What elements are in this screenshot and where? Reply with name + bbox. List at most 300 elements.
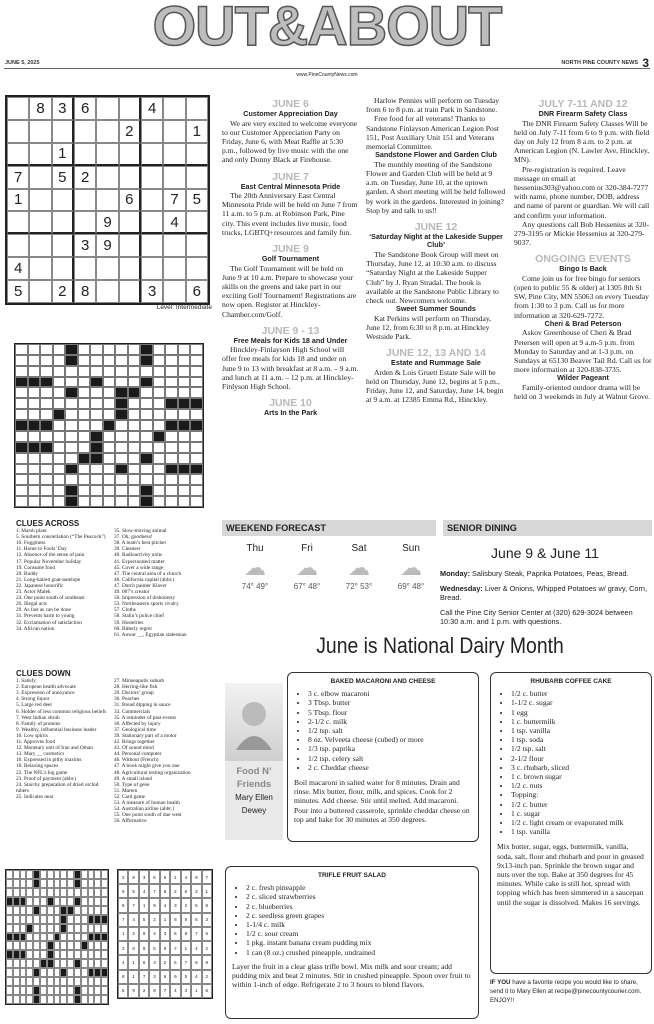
answer-block [74, 879, 81, 888]
sudoku-answer-cell: 3 [170, 898, 180, 912]
sudoku-answer-cell: 2 [118, 870, 128, 884]
sudoku-cell: 2 [119, 120, 141, 143]
answer-cell [67, 897, 74, 906]
clue: 11. Approves food [16, 739, 56, 746]
crossword-block [90, 431, 103, 442]
ingredient: • 1/2 tsp. salt [511, 744, 645, 753]
crossword-block [65, 485, 78, 496]
crossword-cell [28, 344, 41, 355]
answer-cell [20, 986, 27, 995]
answer-block [13, 950, 20, 959]
paper-name: NORTH PINE COUNTY NEWS [561, 60, 638, 66]
crossword-block [90, 377, 103, 388]
crossword-block [140, 485, 153, 496]
sudoku-cell [74, 211, 96, 234]
answer-cell [26, 959, 33, 968]
sudoku-cell [74, 257, 96, 280]
crossword-cell [128, 344, 141, 355]
crossword-block [65, 355, 78, 366]
answer-block [60, 968, 67, 977]
sudoku-answer-cell: 9 [202, 955, 212, 969]
crossword-cell [115, 453, 128, 464]
crossword-block [40, 420, 53, 431]
clue: 13. Mary __ cosmetics [16, 751, 65, 758]
clue: 26. Illegal acts [16, 601, 48, 608]
website: www.PineCountyNews.com [296, 72, 358, 78]
sudoku-answer-cell: 3 [181, 984, 191, 998]
ingredient: • 1-1/4 c. milk [246, 920, 472, 929]
sudoku-cell [186, 143, 208, 166]
answer-cell [94, 879, 101, 888]
crossword-cell [165, 387, 178, 398]
answer-block [54, 933, 61, 942]
weather-temps [334, 582, 384, 591]
answer-cell [47, 915, 54, 924]
weather-day-label: Sat [351, 543, 367, 554]
dairy-title: June is National Dairy Month [316, 633, 564, 658]
clue: 11. Home to Fools’ Day [16, 546, 67, 553]
crossword-cell [140, 398, 153, 409]
recipe-rhubarb-directions: Mix butter, sugar, eggs, buttermilk, vanilla, soda, salt, flour and rhubarb and pour in greased 9x13-inch pan. Sprinkle the brown sugar and nuts over the top. Bake at 350 degrees for 45 minutes. While cake is still hot, spread with topping which has been simmered in a saucepan until the sugar is dissolved. Makes 16 servings. [497, 842, 644, 907]
crossword-cell [78, 355, 91, 366]
clues-across-title: CLUES ACROSS [16, 519, 80, 528]
crossword-cell [128, 474, 141, 485]
answer-cell [81, 888, 88, 897]
crossword-cell [190, 366, 203, 377]
answer-cell [54, 906, 61, 915]
crossword-cell [140, 464, 153, 475]
answer-cell [67, 924, 74, 933]
ingredient: • 1 pkg. instant banana cream pudding mix [246, 938, 472, 947]
weather-day [230, 543, 280, 591]
answer-cell [94, 897, 101, 906]
event-text: Hinckley-Finlayson High School will offer free meals for kids 18 and under on June 9 to 13 with breakfast at 8 a.m. – 9 a.m. and lunch at 11 a.m. – 12 p.m. at Hinckley-Finlyson High School. [222, 345, 359, 392]
crossword-cell [140, 366, 153, 377]
crossword-cell [28, 366, 41, 377]
event-title: Customer Appreciation Day [243, 109, 338, 118]
crossword-cell [15, 355, 28, 366]
answer-cell [54, 977, 61, 986]
answer-cell [81, 995, 88, 1004]
crossword-block [190, 464, 203, 475]
crossword-cell [178, 453, 191, 464]
sudoku-answer-cell: 5 [128, 884, 138, 898]
sudoku-cell [119, 234, 141, 257]
clue: 49. 007’s creator [114, 589, 150, 596]
crossword-cell [65, 366, 78, 377]
answer-cell [26, 968, 33, 977]
clue: 59. Hostelries [114, 619, 144, 626]
crossword-cell [140, 442, 153, 453]
answer-cell [88, 959, 95, 968]
crossword-cell [140, 431, 153, 442]
crossword-block [65, 344, 78, 355]
weather-day [334, 543, 384, 591]
answer-cell [74, 933, 81, 942]
events-column-3 [514, 92, 652, 401]
senior-dining [440, 542, 650, 632]
crossword-cell [190, 409, 203, 420]
answer-cell [40, 906, 47, 915]
sudoku-cell: 9 [96, 211, 118, 234]
sudoku-answer-cell: 2 [170, 884, 180, 898]
event-text: Arden & Lois Gruett Estate Sale will be held on Thursday, June 12, begins at 5 p.m., Friday, June 12, and Saturday, June 14, begin at 9 a.m. at 12385 Emma Rd., Hinckley. [366, 367, 504, 405]
answer-cell [60, 995, 67, 1004]
answer-cell [40, 968, 47, 977]
answer-cell [67, 959, 74, 968]
answer-cell [20, 977, 27, 986]
sudoku-answer-cell: 9 [181, 913, 191, 927]
sudoku-answer-cell: 2 [202, 970, 212, 984]
crossword-cell [15, 387, 28, 398]
answer-cell [33, 924, 40, 933]
event-date: JUNE 7 [272, 170, 309, 183]
crossword-cell [153, 474, 166, 485]
crossword-cell [90, 366, 103, 377]
events-column-2 [366, 96, 506, 405]
crossword-cell [128, 355, 141, 366]
crossword-cell [15, 485, 28, 496]
sudoku-answer-cell: 2 [202, 941, 212, 955]
crossword-cell [178, 355, 191, 366]
crossword-cell [165, 453, 178, 464]
answer-block [40, 959, 47, 968]
answer-cell [54, 959, 61, 968]
crossword-cell [78, 398, 91, 409]
sudoku-cell [96, 280, 118, 303]
sudoku-cell [74, 120, 96, 143]
recipe-mac-title: BAKED MACARONI AND CHEESE [330, 678, 436, 685]
crossword-cell [53, 355, 66, 366]
crossword-cell [128, 496, 141, 507]
sudoku-cell [29, 189, 51, 212]
footer-text: have a favorite recipe you would like to share, send it to Mary Ellen at recipe@pinecountycourier.com. ENJOY!! [490, 979, 642, 1004]
sudoku-answer-cell: 2 [160, 955, 170, 969]
answer-cell [26, 897, 33, 906]
crossword-cell [65, 420, 78, 431]
event-title: Golf Tournament [261, 254, 320, 264]
sudoku-cell [74, 189, 96, 212]
answer-cell [20, 879, 27, 888]
answer-cell [6, 906, 13, 915]
crossword-cell [115, 420, 128, 431]
crossword-cell [15, 366, 28, 377]
event-text: The Golf Tournament will be held on June 9 at 10 a.m. Prepare to showcase your skills on the greens and take part in our exciting Golf Tournament! Registrations are now open. Register at Hinckley-Chamber.com/Golf. [222, 263, 357, 319]
answer-cell [54, 995, 61, 1004]
clue: 50. Type of gene [114, 781, 150, 788]
clue: 61. Anwar __, Egyptian statesman [114, 631, 187, 638]
sudoku-answer-cell: 6 [191, 913, 201, 927]
sudoku-answer-cell: 9 [170, 970, 180, 984]
answer-cell [33, 977, 40, 986]
crossword-cell [78, 464, 91, 475]
answer-cell [6, 968, 13, 977]
weather-day-label: Thu [246, 543, 264, 554]
answer-cell [47, 933, 54, 942]
answer-cell [13, 986, 20, 995]
crossword-cell [128, 377, 141, 388]
sudoku-cell [29, 143, 51, 166]
clue: 55. One point south of due west [114, 812, 182, 819]
crossword-block [153, 431, 166, 442]
crossword-cell [190, 453, 203, 464]
clue: 8. Family of proteins [16, 720, 61, 727]
recipe-mac-ingredients [294, 689, 472, 772]
crossword-cell [190, 474, 203, 485]
crossword-cell [90, 344, 103, 355]
answer-cell [26, 977, 33, 986]
column-byline [225, 683, 283, 840]
answer-cell [33, 933, 40, 942]
clue: 4. Strong liquor [16, 696, 50, 703]
crossword-cell [190, 355, 203, 366]
crossword-cell [165, 442, 178, 453]
answer-cell [74, 915, 81, 924]
header-rule [4, 68, 650, 69]
answer-cell [26, 888, 33, 897]
crossword-cell [140, 387, 153, 398]
answer-block [6, 897, 13, 906]
sudoku-cell [29, 280, 51, 303]
answer-block [47, 897, 54, 906]
answer-block [47, 950, 54, 959]
clue: 21. Long-haired goat-antelope [16, 576, 81, 583]
sudoku-answer-cell: 1 [139, 898, 149, 912]
crossword-cell [103, 464, 116, 475]
crossword-cell [190, 387, 203, 398]
answer-cell [54, 897, 61, 906]
sudoku-answer-cell: 7 [128, 898, 138, 912]
sudoku-cell: 6 [186, 280, 208, 303]
recipe-footer [490, 978, 650, 1005]
answer-cell [26, 986, 33, 995]
sudoku-cell [163, 234, 185, 257]
senior-dates: June 9 & June 11 [491, 545, 599, 561]
clue: 30. Poaches [114, 696, 140, 703]
temp-low: 53° [360, 582, 373, 591]
sudoku-answer-cell: 5 [160, 870, 170, 884]
answer-cell [81, 897, 88, 906]
weather-day [386, 543, 436, 591]
answer-cell [88, 924, 95, 933]
answer-block [74, 959, 81, 968]
sudoku-answer-cell: 6 [149, 870, 159, 884]
crossword-cell [40, 474, 53, 485]
crossword-cell [128, 485, 141, 496]
crossword-cell [90, 464, 103, 475]
sudoku-answer-cell: 3 [191, 884, 201, 898]
clue: 35. A reminder of past events [114, 714, 177, 721]
answer-cell [54, 915, 61, 924]
crossword-cell [165, 485, 178, 496]
crossword-cell [53, 453, 66, 464]
crossword-block [165, 420, 178, 431]
crossword-cell [53, 398, 66, 409]
crossword-cell [40, 431, 53, 442]
answer-block [33, 986, 40, 995]
crossword-cell [190, 485, 203, 496]
clue: 20. Buddy [16, 570, 39, 577]
crossword-block [140, 453, 153, 464]
event-title: Wilder Pageant [557, 373, 609, 383]
sudoku-answer-cell: 2 [128, 927, 138, 941]
sudoku-cell [7, 97, 29, 120]
crossword-answers [5, 869, 109, 1005]
crossword-block [90, 442, 103, 453]
weather-title: WEEKEND FORECAST [222, 520, 436, 536]
weather-day-label: Fri [301, 543, 313, 554]
clue: 54. Australian airline (abbr.) [114, 806, 174, 813]
crossword-block [115, 387, 128, 398]
sudoku-answer-cell: 9 [149, 898, 159, 912]
answer-cell [88, 888, 95, 897]
ingredient: • 1 can (8 oz.) crushed pineapple, undrained [246, 948, 472, 957]
answer-cell [88, 906, 95, 915]
crossword-cell [140, 420, 153, 431]
ingredient: • 1/2 c. sour cream [246, 929, 472, 938]
sudoku-cell [29, 234, 51, 257]
answer-cell [20, 968, 27, 977]
answer-cell [26, 915, 33, 924]
crossword-cell [115, 496, 128, 507]
answer-cell [67, 879, 74, 888]
clue: 31. Prevents harm to young [16, 613, 75, 620]
crossword-cell [28, 474, 41, 485]
answer-cell [54, 879, 61, 888]
answer-cell [33, 950, 40, 959]
answer-cell [33, 897, 40, 906]
ingredient: • 1 c. brown sugar [511, 772, 645, 781]
answer-cell [94, 888, 101, 897]
answer-cell [81, 915, 88, 924]
ingredient: • 2 c. sliced strawberries [246, 892, 472, 901]
answer-block [47, 941, 54, 950]
sudoku-cell: 2 [52, 280, 74, 303]
clue: 3. Expression of annoyance [16, 690, 75, 697]
sudoku-answer-cell: 4 [139, 884, 149, 898]
answer-cell [40, 941, 47, 950]
crossword-cell [65, 377, 78, 388]
event-title: Sandstone Flower and Garden Club [375, 150, 497, 160]
crossword-cell [90, 485, 103, 496]
sudoku-cell [119, 280, 141, 303]
crossword-cell [165, 409, 178, 420]
answer-cell [88, 986, 95, 995]
crossword-cell [90, 355, 103, 366]
crossword-cell [53, 377, 66, 388]
clue: 34. African nation [16, 625, 55, 632]
crossword-cell [103, 398, 116, 409]
sudoku-cell: 6 [74, 97, 96, 120]
crossword-cell [190, 377, 203, 388]
crossword-block [128, 387, 141, 398]
sudoku-answer-cell: 7 [170, 941, 180, 955]
answer-cell [6, 986, 13, 995]
answer-cell [6, 995, 13, 1004]
answer-cell [60, 897, 67, 906]
answer-cell [88, 977, 95, 986]
column-label: Food N’ Friends [236, 766, 272, 790]
ingredient: • 1/3 tsp. paprika [308, 744, 472, 753]
ingredient: • 8 oz. Velveeta cheese (cubed) or more [308, 735, 472, 744]
event-text: The DNR Firearm Safety Classes Will be held on July 7-11 from 6 to 9 p.m. with field day on July 12 from 8 a.m. to 2 p.m. at American Legion (N. Lawler Ave, Hinckley, MN). [514, 118, 650, 165]
answer-block [33, 879, 40, 888]
crossword-cell [53, 464, 66, 475]
sudoku-answer-cell: 1 [170, 870, 180, 884]
sudoku-cell [141, 257, 163, 280]
crossword-cell [28, 496, 41, 507]
answer-cell [88, 897, 95, 906]
senior-title: SENIOR DINING [443, 520, 652, 536]
answer-cell [101, 959, 108, 968]
answer-cell [101, 950, 108, 959]
sudoku-answer-cell: 8 [181, 927, 191, 941]
footer-lead: IF YOU [490, 979, 511, 986]
crossword-cell [115, 442, 128, 453]
answer-cell [94, 870, 101, 879]
crossword-block [165, 398, 178, 409]
answer-cell [13, 941, 20, 950]
clue: 44. Personal computer [114, 751, 162, 758]
crossword-cell [65, 442, 78, 453]
answer-cell [88, 995, 95, 1004]
answer-cell [47, 977, 54, 986]
crossword-cell [78, 485, 91, 496]
sudoku-answer-cell: 9 [118, 884, 128, 898]
sudoku-answer-cell: 1 [160, 913, 170, 927]
answer-cell [88, 870, 95, 879]
answer-cell [60, 950, 67, 959]
crossword-block [28, 442, 41, 453]
clue: 27. Minneapolis suburb [114, 678, 165, 685]
sudoku-answer-cell: 5 [118, 984, 128, 998]
answer-block [74, 986, 81, 995]
ingredient: • Topping: [511, 790, 645, 799]
event-text: Free food for all veterans! Thanks to Sandstone Finlayson American Legion Post 151, Post Auxiliary Unit 151 and Veterans memorial Committee. [366, 114, 499, 152]
crossword-cell [153, 464, 166, 475]
crossword-block [190, 420, 203, 431]
answer-cell [67, 995, 74, 1004]
sudoku-cell [96, 189, 118, 212]
sudoku-answer-cell: 5 [191, 898, 201, 912]
answer-block [60, 924, 67, 933]
answer-cell [33, 915, 40, 924]
clue: 24. One point south of southeast [16, 595, 85, 602]
clue: 57. Cloths [114, 607, 136, 614]
crossword-cell [103, 387, 116, 398]
crossword-cell [90, 398, 103, 409]
sudoku-answer-cell: 8 [118, 970, 128, 984]
crossword-cell [128, 453, 141, 464]
clue: 48. Agricultural testing organization [114, 769, 191, 776]
clues-across-col2 [114, 528, 206, 638]
crossword-cell [28, 398, 41, 409]
sudoku-cell: 3 [52, 97, 74, 120]
crossword-cell [28, 431, 41, 442]
answer-cell [13, 915, 20, 924]
sudoku-cell: 6 [119, 189, 141, 212]
crossword-cell [65, 409, 78, 420]
crossword-cell [153, 387, 166, 398]
sudoku-cell [7, 120, 29, 143]
answer-cell [94, 924, 101, 933]
crossword-cell [90, 474, 103, 485]
crossword-cell [115, 431, 128, 442]
recipe-rhubarb-ingredients [497, 689, 645, 836]
event-text: Harlow Pennies will perform on Tuesday from 6 to 8 p.m. at train Park in Sandstone. [366, 96, 500, 115]
crossword-cell [115, 344, 128, 355]
answer-block [67, 906, 74, 915]
